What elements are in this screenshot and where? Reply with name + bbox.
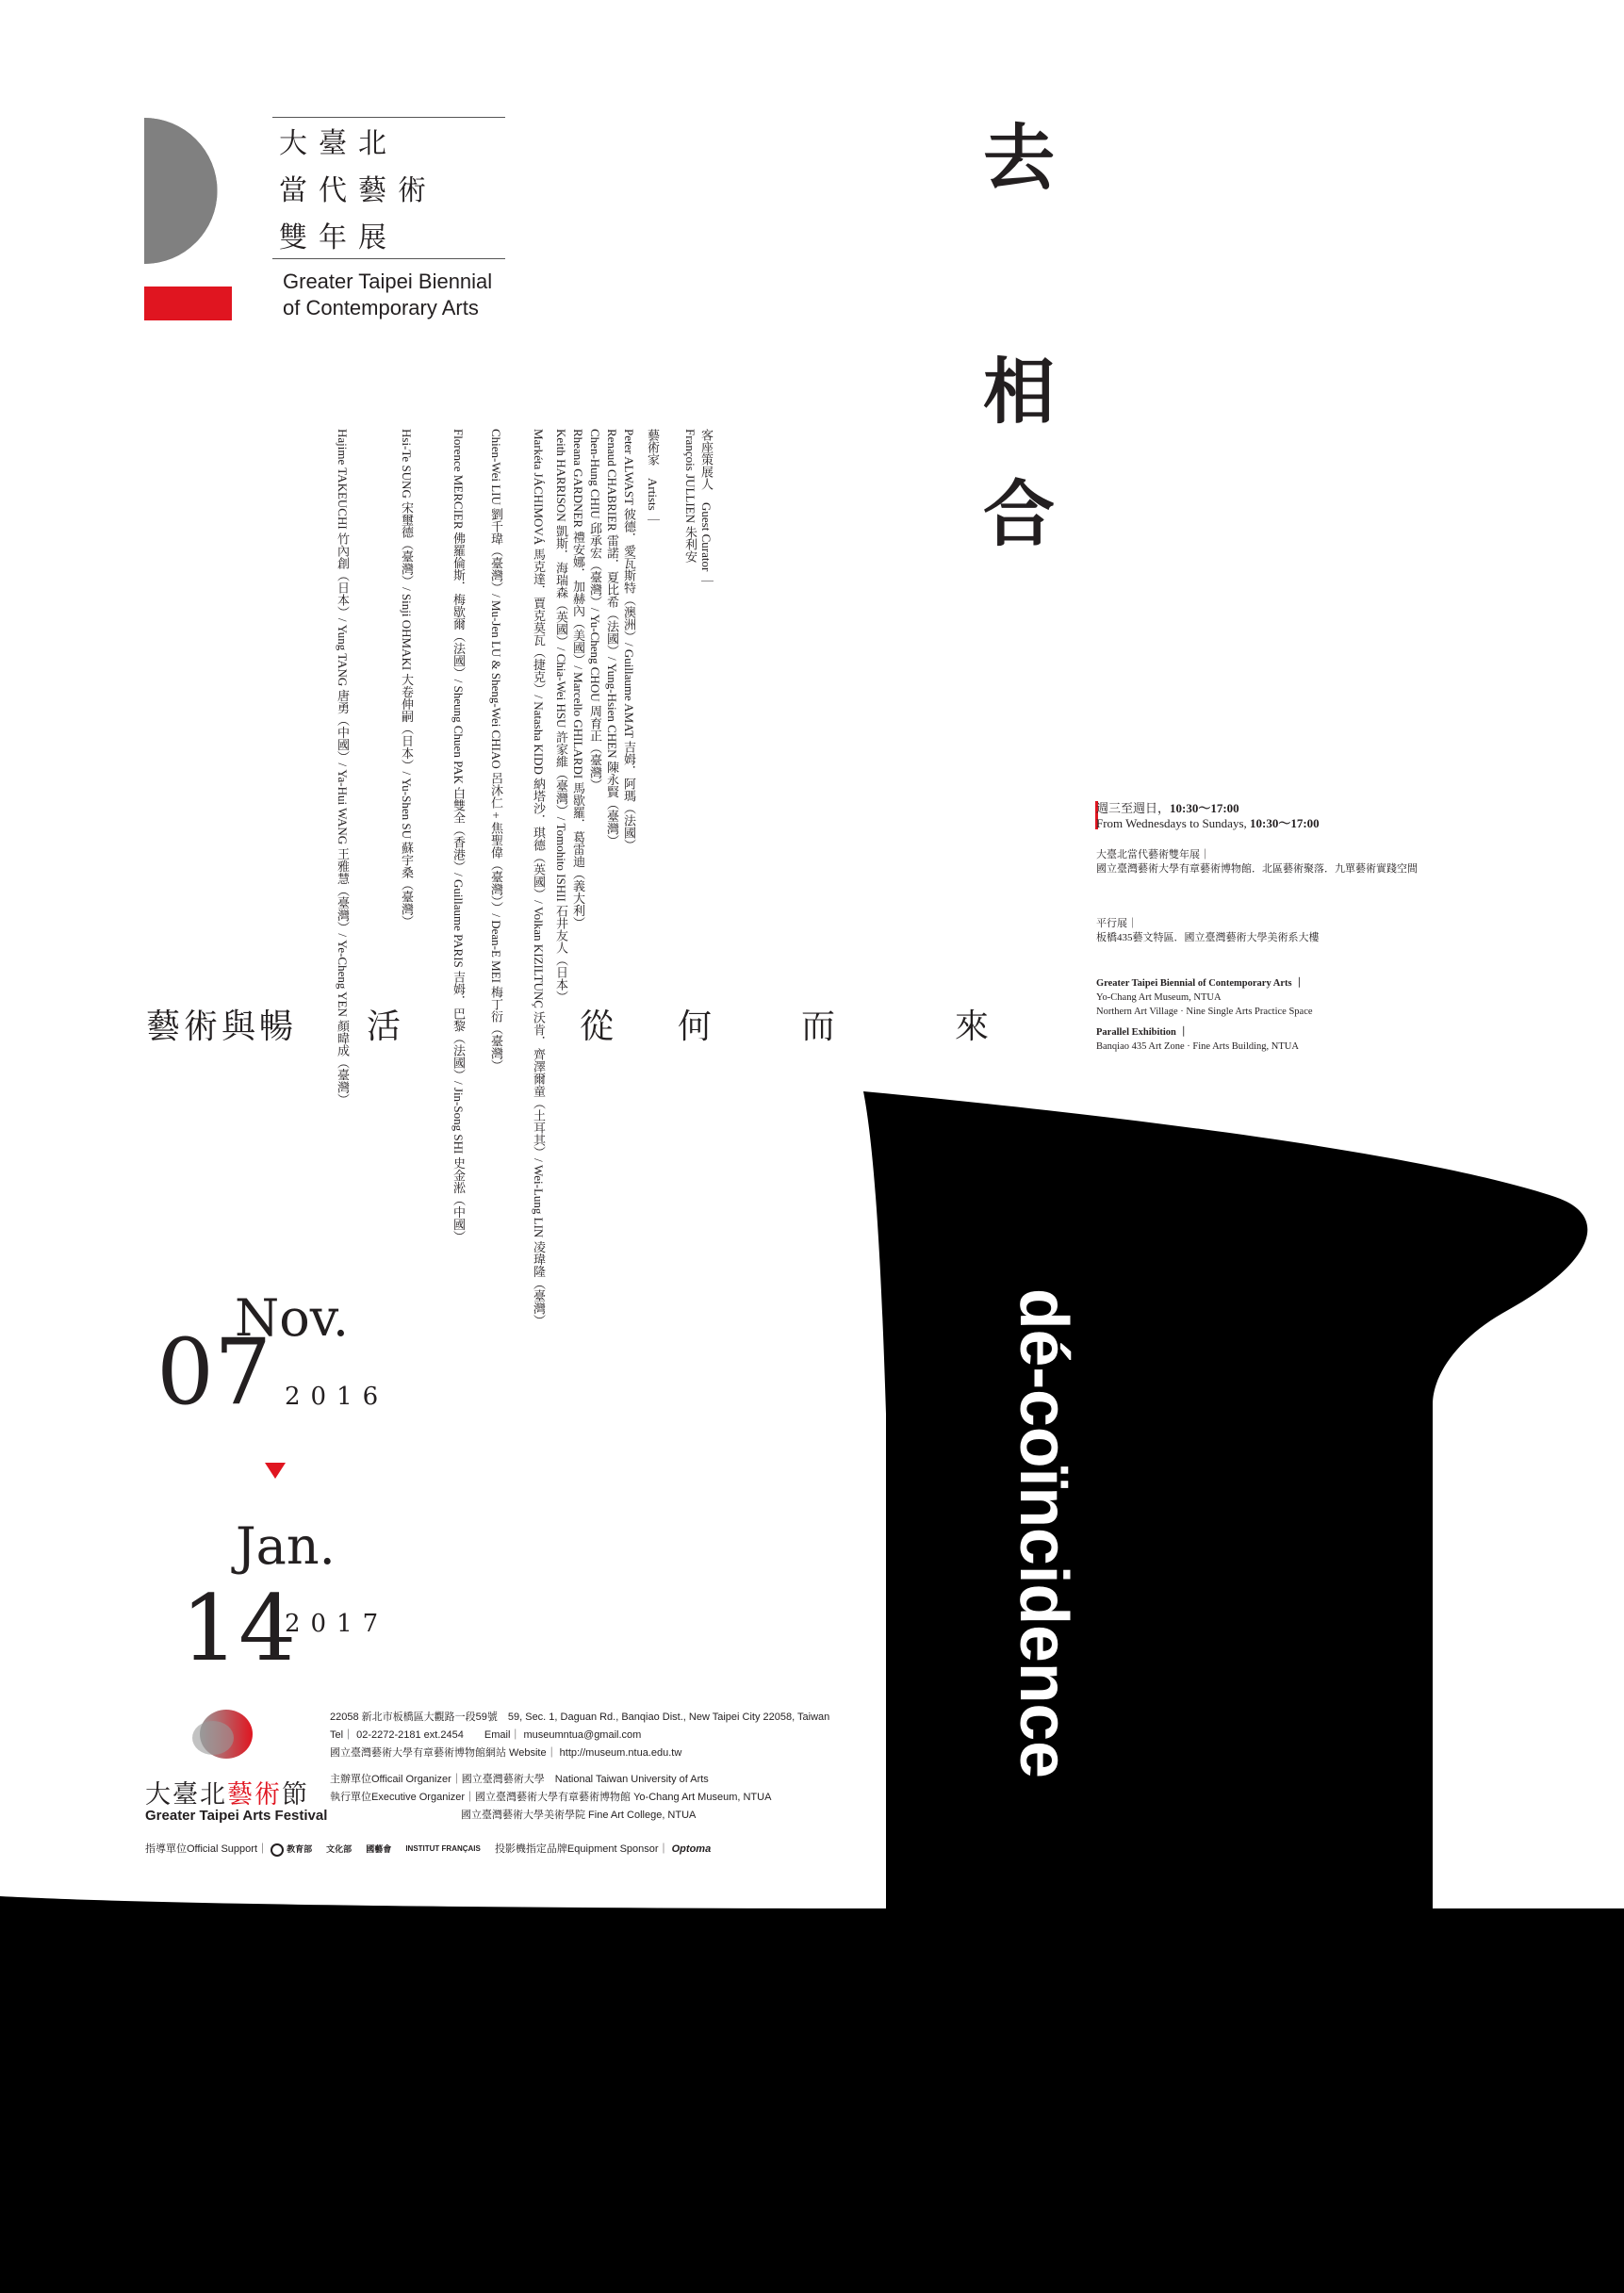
end-year: 2017	[285, 1610, 389, 1638]
title-char-1: 去	[983, 116, 1055, 200]
date-range-arrow-icon	[265, 1463, 286, 1479]
address-line: 22058 新北市板橋區大觀路一段59號 59, Sec. 1, Daguan Rd., Banqiao Dist., New Taipei City 22058, Taiwan	[330, 1712, 830, 1723]
artist-column: Renaud CHABRIER 雷諾．夏比希（法國）/ Yung-Hsien CHEN 陳永賢（臺灣）	[605, 429, 619, 847]
start-month: Nov.	[235, 1288, 350, 1348]
logo-top-rule	[272, 117, 505, 118]
festival-cn-prefix: 大臺北	[145, 1780, 227, 1810]
website-line: 國立臺灣藝術大學有章藝術博物館網站 Website｜ http://museum.ntua.edu.tw	[330, 1747, 682, 1759]
sponsor-logo: INSTITUT FRANÇAIS	[405, 1844, 481, 1854]
venue-cn-label: 大臺北當代藝術雙年展｜	[1096, 849, 1210, 860]
logo-char: 雙	[279, 221, 307, 254]
start-day: 07	[156, 1319, 272, 1425]
optoma-logo: Optoma	[671, 1843, 712, 1856]
sponsor-logo: 文化部	[326, 1844, 353, 1855]
support-label: 指導單位Official Support｜	[145, 1843, 269, 1856]
logo-char: 展	[358, 221, 386, 254]
logo-char: 年	[319, 221, 347, 254]
logo-char: 代	[319, 174, 347, 207]
sponsor-logo: 教育部	[271, 1843, 312, 1857]
parallel-cn-label: 平行展｜	[1096, 918, 1138, 929]
venue-en-line1: Yo-Chang Art Museum, NTUA	[1096, 992, 1222, 1003]
logo-char: 臺	[319, 127, 347, 160]
arts-festival-logo-mark	[181, 1706, 256, 1764]
subtitle-char: 來	[955, 1007, 993, 1046]
logo-bottom-rule	[272, 258, 505, 259]
venue-cn-value: 國立臺灣藝術大學有章藝術博物館．北區藝術聚落．九單藝術實踐空間	[1096, 863, 1418, 875]
venue-en-label: Greater Taipei Biennial of Contemporary Arts ｜	[1096, 978, 1304, 989]
artist-column: Hsi-Te SUNG 宋璽德（臺灣）/ Sinji OHMAKI 大卷伸嗣（日本）/ Yu-Shen SU 蘇宇桑（臺灣）	[400, 429, 414, 928]
logo-char	[398, 127, 437, 161]
parallel-en-label: Parallel Exhibition ｜	[1096, 1027, 1189, 1038]
logo-chinese-title	[279, 127, 437, 255]
title-char-3: 合	[983, 472, 1055, 556]
decoincidence-text: dé-coïncidence	[1006, 1288, 1081, 1783]
logo-char: 當	[279, 174, 307, 207]
moe-icon	[271, 1843, 284, 1857]
end-day: 14	[181, 1576, 297, 1681]
start-year: 2016	[285, 1383, 389, 1411]
festival-english-name: Greater Taipei Arts Festival	[145, 1808, 328, 1824]
equipment-label: 投影機指定品牌Equipment Sponsor｜	[494, 1843, 669, 1856]
hours-cn-time: 10:30～17:00	[1170, 801, 1239, 815]
artist-column: Peter ALWAST 彼德．愛瓦斯特（澳洲）/ Guillaume AMAT 吉姆．阿瑪（法國）	[622, 429, 636, 852]
artists-label: 藝術家 Artists ｜	[646, 429, 660, 526]
logo-english-title	[283, 269, 492, 321]
executive-line: 執行單位Executive Organizer｜國立臺灣藝術大學有章藝術博物館 Yo-Chang Art Museum, NTUA	[330, 1792, 772, 1803]
hours-en-time: 10:30～17:00	[1250, 816, 1320, 830]
artist-column: Florence MERCIER 佛羅倫斯．梅歇爾（法國）/ Sheung Chuen PAK 白雙全（香港）/ Guillaume PARIS 吉姆．巴黎（法國）/ Jin-Song SHI 史金淞（中國）	[451, 429, 466, 1243]
festival-chinese-name	[145, 1774, 309, 1810]
sponsor-row	[145, 1843, 722, 1857]
parallel-en	[1096, 1025, 1299, 1054]
festival-cn-suffix: 節	[282, 1780, 309, 1810]
parallel-cn-value: 板橋435藝文特區．國立臺灣藝術大學美術系大樓	[1096, 932, 1320, 943]
hours-cn: 週三至週日，	[1096, 801, 1171, 815]
opening-hours	[1096, 801, 1320, 831]
biennial-logo-mark	[144, 118, 290, 264]
venue-cn	[1096, 848, 1418, 876]
subtitle-char: 何	[678, 1007, 716, 1046]
curator-label: 客座策展人 Guest Curator ｜	[699, 429, 714, 587]
logo-red-bar	[144, 287, 232, 320]
logo-char: 北	[358, 127, 386, 160]
logo-char: 藝	[358, 174, 386, 207]
tel-email-line: Tel｜ 02-2272-2181 ext.2454 Email｜ museumntua@gmail.com	[330, 1729, 642, 1741]
hours-en: From Wednesdays to Sundays,	[1096, 816, 1251, 830]
logo-english-line1: Greater Taipei Biennial	[283, 270, 493, 293]
subtitle-mid: 活	[367, 1007, 405, 1046]
logo-char: 術	[398, 174, 426, 207]
decoincidence-title	[994, 1286, 1098, 1786]
sponsor-logo: 國藝會	[366, 1844, 392, 1855]
subtitle-left: 藝術與暢	[146, 1007, 298, 1046]
curator-name: François JULLIEN 朱利安	[683, 429, 697, 564]
end-month: Jan.	[236, 1516, 336, 1576]
artist-column: Keith HARRISON 凱斯．海瑞森（英國）/ Chia-Wei HSU 許家維（臺灣）/ Tomohito ISHII 石井友人（日本）	[554, 429, 568, 1004]
logo-char: 大	[279, 127, 307, 160]
subtitle-char: 從	[580, 1007, 618, 1046]
festival-cn-red: 藝術	[227, 1780, 282, 1810]
artist-column: Hajime TAKEUCHI 竹內創（日本）/ Yung TANG 唐勇（中國）/ Ya-Hui WANG 王雅慧（臺灣）/ Ye-Cheng YEN 顏暐成（臺灣）	[336, 429, 350, 1106]
artist-column: Markéta JÁCHIMOVÁ 馬克達．賈克莫瓦（捷克）/ Natasha KIDD 納塔沙．琪德（英國）/ Volkan KIZILTUNÇ 沃肯．齊澤爾童（土耳其）/ Wei-Lung LIN 凌瑋隆（臺灣）	[532, 429, 546, 1327]
artist-column: Chen-Hung CHIU 邱承宏（臺灣）/ Yu-Cheng CHOU 周育正（臺灣）	[588, 429, 602, 791]
contact-block	[330, 1711, 829, 1822]
artist-column: Rheana GARDNER 禮安娜．加赫內（美國）/ Marcello GHILARDI 馬歇羅．葛雷迪（義大利）	[571, 429, 585, 929]
logo-english-line2: of Contemporary Arts	[283, 296, 479, 319]
logo-char	[398, 221, 437, 255]
organizer-line: 主辦單位Officail Organizer｜國立臺灣藝術大學 National Taiwan University of Arts	[330, 1774, 709, 1785]
venue-en-line2: Northern Art Village · Nine Single Arts Practice Space	[1096, 1007, 1313, 1017]
executive-line-2: 國立臺灣藝術大學美術學院 Fine Art College, NTUA	[461, 1810, 697, 1821]
parallel-en-value: Banqiao 435 Art Zone · Fine Arts Building, NTUA	[1096, 1041, 1299, 1052]
venue-en	[1096, 976, 1313, 1019]
subtitle-char: 而	[801, 1007, 840, 1046]
title-char-2: 相	[983, 350, 1055, 434]
artist-column: Chien-Wei LIU 劉千瑋（臺灣）/ Mu-Jen LU & Sheng-Wei CHIAO 呂沐仁 + 焦聖偉（臺灣））/ Dean-E MEI 梅丁衍（臺灣）	[489, 429, 503, 1073]
parallel-cn	[1096, 917, 1320, 945]
